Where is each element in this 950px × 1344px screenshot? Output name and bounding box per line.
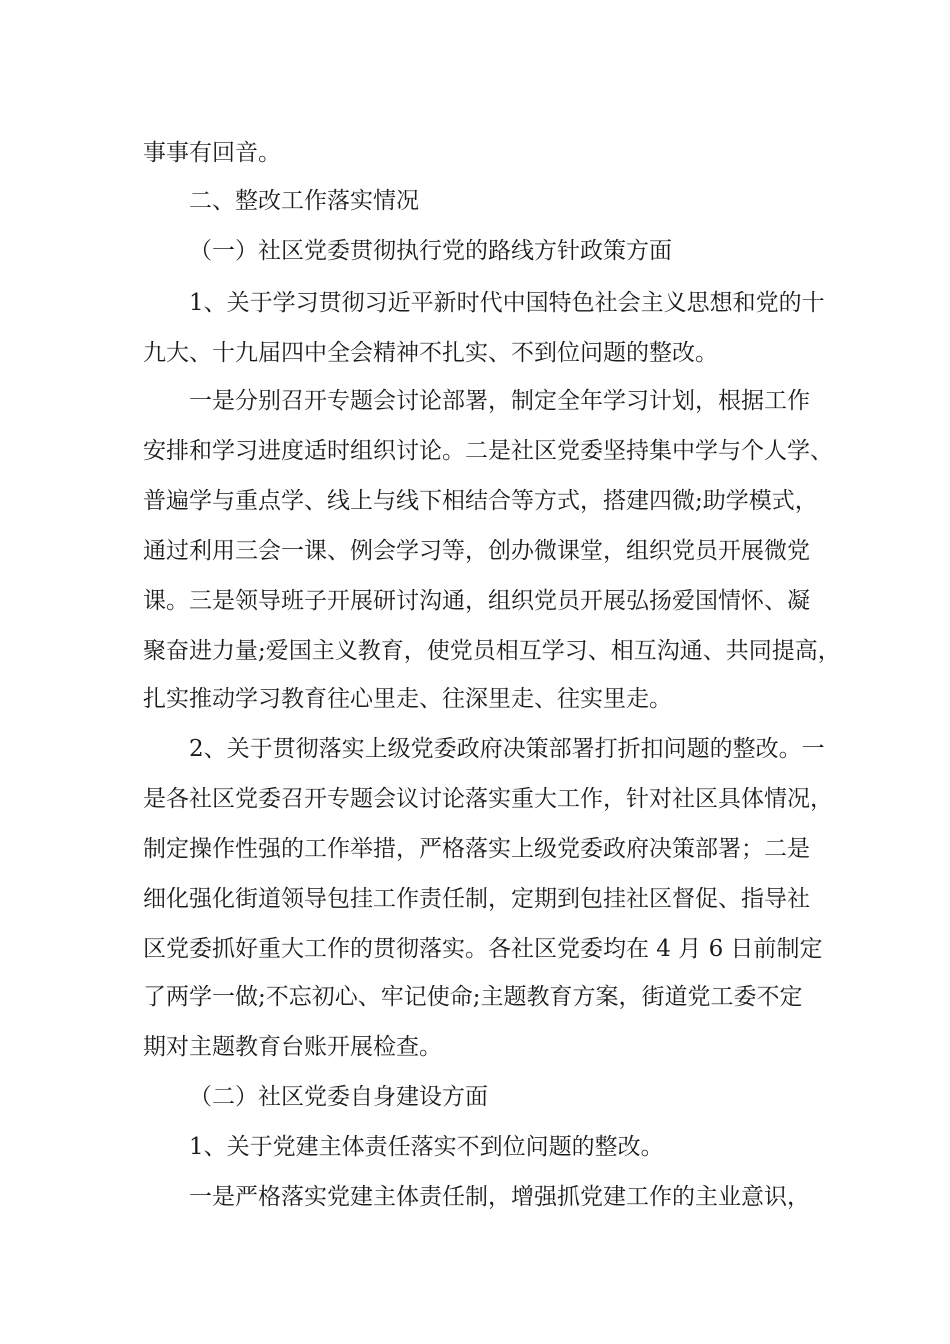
text-line: 期对主题教育台账开展检查。 bbox=[143, 1034, 442, 1060]
text-line: 1、关于学习贯彻习近平新时代中国特色社会主义思想和党的十 bbox=[189, 290, 825, 316]
text-line: 聚奋进力量;爱国主义教育，使党员相互学习、相互沟通、共同提高， bbox=[143, 638, 841, 664]
text-line: 课。三是领导班子开展研讨沟通，组织党员开展弘扬爱国情怀、凝 bbox=[143, 588, 810, 614]
text-line: 2、关于贯彻落实上级党委政府决策部署打折扣问题的整改。一 bbox=[189, 736, 825, 762]
text-line: 了两学一做;不忘初心、牢记使命;主题教育方案，街道党工委不定 bbox=[143, 984, 803, 1010]
text-line: 一是分别召开专题会讨论部署，制定全年学习计划，根据工作 bbox=[189, 388, 810, 414]
text-line: 安排和学习进度适时组织讨论。二是社区党委坚持集中学与个人学、 bbox=[143, 438, 833, 464]
text-line: 区党委抓好重大工作的贯彻落实。各社区党委均在 4 月 6 日前制定 bbox=[143, 936, 823, 962]
text-line: 制定操作性强的工作举措，严格落实上级党委政府决策部署；二是 bbox=[143, 836, 810, 862]
text-line: 是各社区党委召开专题会议讨论落实重大工作，针对社区具体情况， bbox=[143, 786, 833, 812]
text-line: 通过利用三会一课、例会学习等，创办微课堂，组织党员开展微党 bbox=[143, 538, 810, 564]
section-heading: 二、整改工作落实情况 bbox=[189, 188, 419, 214]
text-line: 事事有回音。 bbox=[143, 140, 281, 166]
text-line: 一是严格落实党建主体责任制，增强抓党建工作的主业意识， bbox=[189, 1184, 810, 1210]
text-line: 九大、十九届四中全会精神不扎实、不到位问题的整改。 bbox=[143, 340, 718, 366]
subsection-heading: （一）社区党委贯彻执行党的路线方针政策方面 bbox=[189, 238, 672, 264]
text-line: 扎实推动学习教育往心里走、往深里走、往实里走。 bbox=[143, 686, 672, 712]
subsection-heading: （二）社区党委自身建设方面 bbox=[189, 1084, 488, 1110]
text-line: 普遍学与重点学、线上与线下相结合等方式，搭建四微;助学模式， bbox=[143, 488, 818, 514]
text-line: 1、关于党建主体责任落实不到位问题的整改。 bbox=[189, 1134, 664, 1160]
text-line: 细化强化街道领导包挂工作责任制，定期到包挂社区督促、指导社 bbox=[143, 886, 810, 912]
